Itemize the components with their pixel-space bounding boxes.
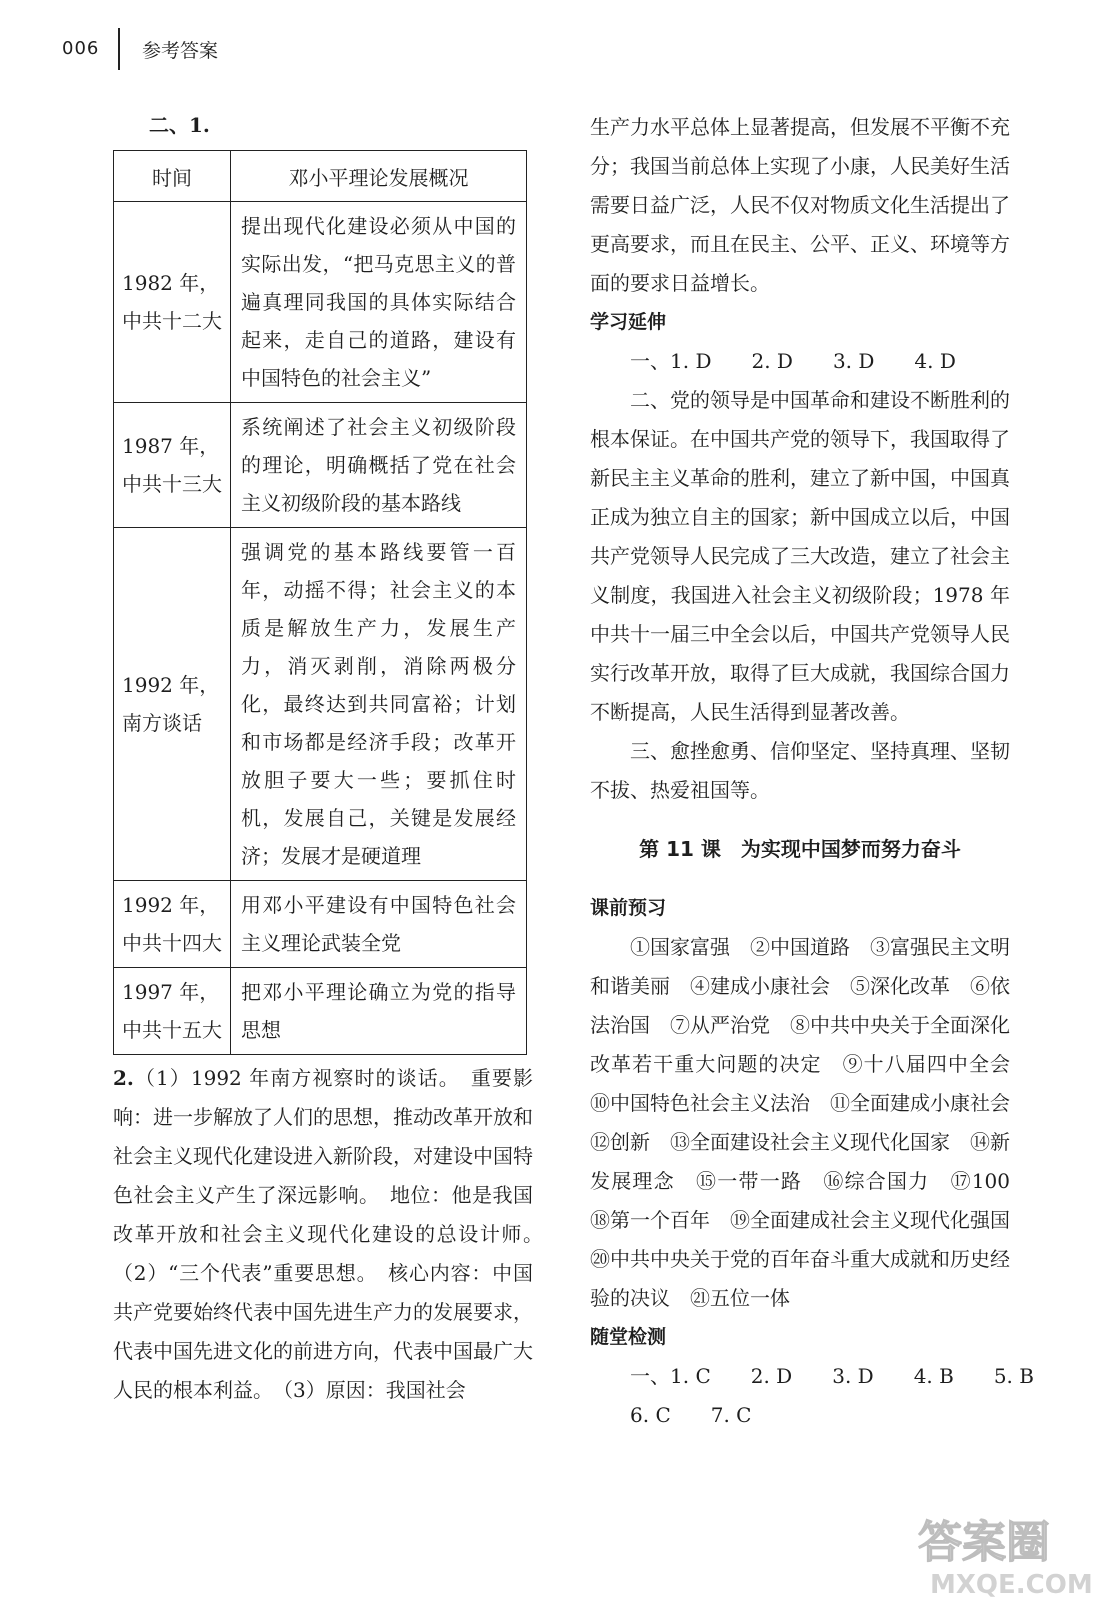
watermark-url: MXQE.COM xyxy=(930,1570,1093,1600)
quiz-answers-line-2: 6. C 7. C xyxy=(630,1403,752,1427)
table-header-row xyxy=(114,151,527,202)
table-row xyxy=(114,403,527,528)
lesson-title: 第 11 课 为实现中国梦而努力奋斗 xyxy=(639,837,961,861)
preview-heading: 课前预习 xyxy=(590,897,667,919)
section-label: 二、1. xyxy=(149,113,210,137)
table-cell-time: 1992 年，中共十四大 xyxy=(114,881,231,968)
table-row xyxy=(114,881,527,968)
table-row xyxy=(114,528,527,881)
left-column xyxy=(113,110,553,1410)
table-cell-time: 1987 年，中共十三大 xyxy=(114,403,231,528)
continuation-text: 生产力水平总体上显著提高，但发展不平衡不充分；我国当前总体上实现了小康，人民美好生活需要日益广泛，人民不仅对物质文化生活提出了更高要求，而且在民主、公平、正义、环境等方面的要求日益增长。 xyxy=(590,115,1010,295)
table-header-cell: 时间 xyxy=(114,151,231,202)
table-row xyxy=(114,202,527,403)
question-2-answer xyxy=(113,1059,553,1410)
preview-answers: ①国家富强 ②中国道路 ③富强民主文明和谐美丽 ④建成小康社会 ⑤深化改革 ⑥依法治国 ⑦从严治党 ⑧中共中央关于全面深化改革若干重大问题的决定 ⑨十八届四中全会 ⑩中国特色社会主义法治 ⑪全面建成小康社会 ⑫创新 ⑬全面建设社会主义现代化国家 ⑭新发展理念 ⑮一带一路 ⑯综合国力 ⑰100 ⑱第一个百年 ⑲全面建成社会主义现代化强国 ⑳中共中央关于党的百年奋斗重大成就和历史经验的决议 ㉑五位一体 xyxy=(590,935,1030,1310)
table-cell-desc: 强调党的基本路线要管一百年，动摇不得；社会主义的本质是解放生产力，发展生产力，消灭剥削，消除两极分化，最终达到共同富裕；计划和市场都是经济手段；改革开放胆子要大一些；要抓住时机，发展自己，关键是发展经济；发展才是硬道理 xyxy=(231,528,527,881)
watermark-logo xyxy=(900,1505,1100,1600)
table-header-cell: 邓小平理论发展概况 xyxy=(231,151,527,202)
study-extension-heading: 学习延伸 xyxy=(590,311,667,333)
question-number: 2. xyxy=(113,1066,134,1090)
study-extension-answers: 一、1. D 2. D 3. D 4. D xyxy=(630,349,956,373)
table-cell-desc: 系统阐述了社会主义初级阶段的理论，明确概括了党在社会主义初级阶段的基本路线 xyxy=(231,403,527,528)
table-cell-time: 1997 年，中共十五大 xyxy=(114,968,231,1055)
table-row xyxy=(114,968,527,1055)
quiz-heading: 随堂检测 xyxy=(590,1326,667,1348)
study-extension-part3: 三、愈挫愈勇、信仰坚定、坚持真理、坚韧不拔、热爱祖国等。 xyxy=(590,739,1010,802)
right-column xyxy=(590,108,1034,1435)
answer-table xyxy=(113,150,527,1055)
study-extension-part2: 二、党的领导是中国革命和建设不断胜利的根本保证。在中国共产党的领导下，我国取得了新民主主义革命的胜利，建立了新中国，中国真正成为独立自主的国家；新中国成立以后，中国共产党领导人民完成了三大改造，建立了社会主义制度，我国进入社会主义初级阶段；1978 年中共十一届三中全会以后，中国共产党领导人民实行改革开放，取得了巨大成就，我国综合国力不断提高，人民生活得到显著改善。 xyxy=(590,388,1010,724)
quiz-answers-line-1: 一、1. C 2. D 3. D 4. B 5. B xyxy=(630,1364,1034,1388)
question-2-text: （1）1992 年南方视察时的谈话。 重要影响：进一步解放了人们的思想，推动改革开放和社会主义现代化建设进入新阶段，对建设中国特色社会主义产生了深远影响。 地位：他是我国改革开放和社会主义现代化建设的总设计师。 （2）“三个代表”重要思想。 核心内容：中国共产党要始终代表中国先进生产力的发展要求，代表中国先进文化的前进方向，代表中国最广大人民的根本利益。 （3）原因：我国社会 xyxy=(113,1066,553,1402)
table-cell-desc: 提出现代化建设必须从中国的实际出发，“把马克思主义的普遍真理同我国的具体实际结合起来，走自己的道路，建设有中国特色的社会主义” xyxy=(231,202,527,403)
page-number: 006 xyxy=(62,38,100,59)
table-cell-desc: 把邓小平理论确立为党的指导思想 xyxy=(231,968,527,1055)
table-cell-time: 1992 年，南方谈话 xyxy=(114,528,231,881)
table-cell-time: 1982 年，中共十二大 xyxy=(114,202,231,403)
header-divider xyxy=(118,28,120,70)
table-cell-desc: 用邓小平建设有中国特色社会主义理论武装全党 xyxy=(231,881,527,968)
watermark-text: 答案圈 xyxy=(918,1517,1050,1568)
header-title: 参考答案 xyxy=(142,40,219,62)
